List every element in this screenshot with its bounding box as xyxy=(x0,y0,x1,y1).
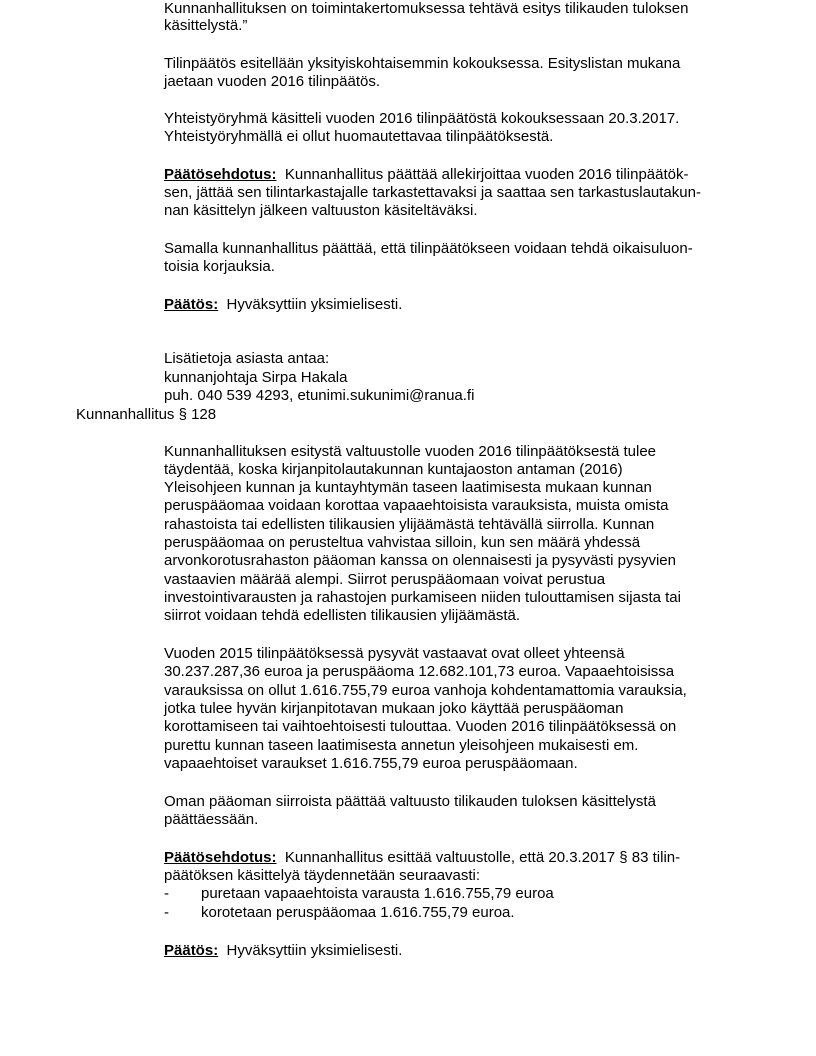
section-header: Kunnanhallitus § 128 xyxy=(76,406,217,423)
paragraph-line: vapaaehtoiset varaukset 1.616.755,79 euroa peruspääomaan. xyxy=(164,755,578,772)
paragraph-line: Yleisohjeen kunnan ja kuntayhtymän taseen laatimisesta mukaan kunnan xyxy=(164,479,652,496)
list-bullet: - xyxy=(164,885,169,902)
paragraph-line: Samalla kunnanhallitus päättää, että tilinpäätökseen voidaan tehdä oikaisuluon- xyxy=(164,240,693,257)
paragraph-line: korottamiseen tai vaihtoehtoisesti tulouttaa. Vuoden 2016 tilinpäätöksessä on xyxy=(164,718,677,735)
contact-line: puh. 040 539 4293, etunimi.sukunimi@ranua.fi xyxy=(164,387,475,404)
list-bullet: - xyxy=(164,904,169,921)
paragraph-line: rahastoista tai edellisten tilikausien ylijäämästä tehtävällä siirrolla. Kunnan xyxy=(164,516,655,533)
decision-line xyxy=(164,296,402,313)
paragraph-line: täydentää, koska kirjanpitolautakunnan kuntajaoston antaman (2016) xyxy=(164,461,623,478)
paragraph-line: nan käsittelyn jälkeen valtuuston käsiteltäväksi. xyxy=(164,202,478,219)
list-item-text: puretaan vapaaehtoista varausta 1.616.755,79 euroa xyxy=(201,885,554,902)
paragraph-line: arvonkorotusrahaston pääoman kanssa on olennaisesti ja pysyvästi pysyvien xyxy=(164,552,676,569)
proposal-text: Kunnanhallitus päättää allekirjoittaa vuoden 2016 tilinpäätök- xyxy=(284,166,689,183)
list-item xyxy=(164,885,554,902)
proposal-line xyxy=(164,849,680,866)
paragraph-line: Yhteistyöryhmä käsitteli vuoden 2016 tilinpäätöstä kokouksessaan 20.3.2017. xyxy=(164,110,680,127)
proposal-label: Päätösehdotus: xyxy=(164,849,277,866)
paragraph-line: vastaavien määrää alempi. Siirrot peruspääomaan voivat perustua xyxy=(164,571,606,588)
paragraph-line: toisia korjauksia. xyxy=(164,258,275,275)
paragraph-line: jotka tulee hyvän kirjanpitotavan mukaan joko käyttää peruspääoman xyxy=(164,700,624,717)
paragraph-line: Vuoden 2015 tilinpäätöksessä pysyvät vastaavat ovat olleet yhteensä xyxy=(164,645,625,662)
paragraph-line: Yhteistyöryhmällä ei ollut huomautettavaa tilinpäätöksestä. xyxy=(164,128,554,145)
paragraph-line: päätöksen käsittelyä täydennetään seuraavasti: xyxy=(164,867,481,884)
contact-line: kunnanjohtaja Sirpa Hakala xyxy=(164,369,348,386)
paragraph-line: Kunnanhallituksen on toimintakertomuksessa tehtävä esitys tilikauden tuloksen xyxy=(164,0,689,17)
list-item-text: korotetaan peruspääomaa 1.616.755,79 euroa. xyxy=(201,904,515,921)
paragraph-line: purettu kunnan taseen laatimisesta annetun yleisohjeen mukaisesti em. xyxy=(164,737,639,754)
paragraph-line: käsittelystä.” xyxy=(164,17,248,34)
paragraph-line: Tilinpäätös esitellään yksityiskohtaisemmin kokouksessa. Esityslistan mukana xyxy=(164,55,681,72)
contact-line: Lisätietoja asiasta antaa: xyxy=(164,350,330,367)
paragraph-line: sen, jättää sen tilintarkastajalle tarkastettavaksi ja saattaa sen tarkastuslautakun- xyxy=(164,184,701,201)
decision-label: Päätös: xyxy=(164,296,219,313)
paragraph-line: 30.237.287,36 euroa ja peruspääoma 12.682.101,73 euroa. Vapaaehtoisissa xyxy=(164,663,675,680)
decision-line xyxy=(164,942,402,959)
paragraph-line: peruspääomaa on perusteltua vahvistaa silloin, kun sen määrä yhdessä xyxy=(164,534,641,551)
paragraph-line: jaetaan vuoden 2016 tilinpäätös. xyxy=(164,73,381,90)
paragraph-line: päättäessään. xyxy=(164,811,259,828)
paragraph-line: siirrot voidaan tehdä edellisten tilikausien ylijäämästä. xyxy=(164,607,521,624)
paragraph-line: varauksissa on ollut 1.616.755,79 euroa vanhoja kohdentamattomia varauksia, xyxy=(164,682,687,699)
paragraph-line: Kunnanhallituksen esitystä valtuustolle vuoden 2016 tilinpäätöksestä tulee xyxy=(164,443,656,460)
proposal-line xyxy=(164,166,688,183)
paragraph-line: peruspääomaa voidaan korottaa vapaaehtoisista varauksista, muista omista xyxy=(164,497,669,514)
decision-label: Päätös: xyxy=(164,942,219,959)
paragraph-line: investointivarausten ja rahastojen purkamiseen niiden tulouttamisen sijasta tai xyxy=(164,589,681,606)
proposal-text: Kunnanhallitus esittää valtuustolle, että 20.3.2017 § 83 tilin- xyxy=(284,849,681,866)
decision-text: Hyväksyttiin yksimielisesti. xyxy=(226,296,403,313)
decision-text: Hyväksyttiin yksimielisesti. xyxy=(226,942,403,959)
proposal-label: Päätösehdotus: xyxy=(164,166,277,183)
list-item xyxy=(164,904,515,921)
paragraph-line: Oman pääoman siirroista päättää valtuusto tilikauden tuloksen käsittelystä xyxy=(164,793,656,810)
